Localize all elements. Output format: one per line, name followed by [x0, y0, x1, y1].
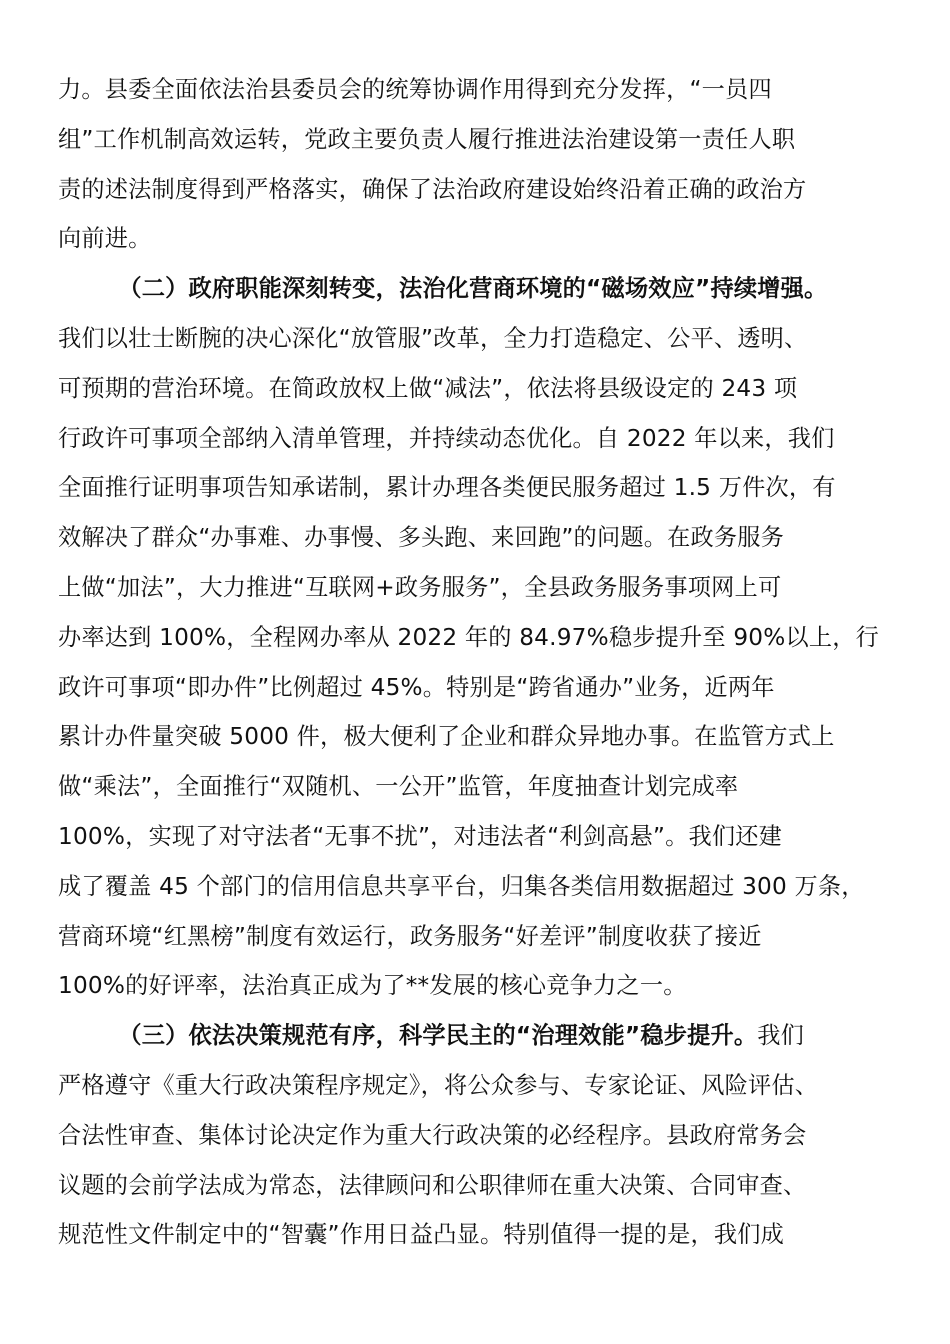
text-line: 100%，实现了对守法者“无事不扰”，对违法者“利剑高悬”。我们还建 [58, 822, 783, 850]
text-line: 严格遵守《重大行政决策程序规定》，将公众参与、专家论证、风险评估、 [58, 1071, 819, 1099]
text-line: 效解决了群众“办事难、办事慢、多头跑、来回跑”的问题。在政务服务 [58, 524, 785, 552]
text-line: 营商环境“红黑榜”制度有效运行，政务服务“好差评”制度收获了接近 [58, 922, 762, 950]
text-line: 成了覆盖 45 个部门的信用信息共享平台，归集各类信用数据超过 300 万条， [58, 872, 865, 900]
text-line: 办率达到 100%，全程网办率从 2022 年的 84.97%稳步提升至 90%以上，行 [58, 623, 880, 651]
text-line: 合法性审查、集体讨论决定作为重大行政决策的必经程序。县政府常务会 [58, 1121, 807, 1149]
text-line: 向前进。 [58, 225, 152, 253]
heading-text: （二）政府职能深刻转变，法治化营商环境的“磁场效应”持续增强。 [118, 275, 828, 303]
paragraph-lawful-decision-making [58, 1011, 906, 1260]
text-line: 我们以壮士断腕的决心深化“放管服”改革，全力打造稳定、公平、透明、 [58, 324, 808, 352]
text-line: 规范性文件制定中的“智囊”作用日益凸显。特别值得一提的是，我们成 [58, 1221, 785, 1249]
text-line: 责的述法制度得到严格落实，确保了法治政府建设始终沿着正确的政治方 [58, 175, 807, 203]
heading-text: （三）依法决策规范有序，科学民主的“治理效能”稳步提升。 [118, 1022, 758, 1050]
text-line: 行政许可事项全部纳入清单管理，并持续动态优化。自 2022 年以来，我们 [58, 424, 835, 452]
text-line: 上做“加法”，大力推进“互联网+政务服务”，全县政务服务事项网上可 [58, 573, 782, 601]
text-line: 力。县委全面依法治县委员会的统筹协调作用得到充分发挥，“一员四 [58, 76, 772, 103]
text-line: 组”工作机制高效运转，党政主要负责人履行推进法治建设第一责任人职 [58, 125, 796, 153]
text-line: 可预期的营治环境。在简政放权上做“减法”，依法将县级设定的 243 项 [58, 374, 798, 402]
heading-tail-text: 我们 [757, 1022, 805, 1050]
paragraph-business-environment [58, 264, 906, 1011]
text-line: 累计办件量突破 5000 件，极大便利了企业和群众异地办事。在监管方式上 [58, 723, 835, 751]
section-heading-3 [58, 1011, 906, 1061]
text-line: 100%的好评率，法治真正成为了**发展的核心竞争力之一。 [58, 972, 687, 1000]
text-line: 全面推行证明事项告知承诺制，累计办理各类便民服务超过 1.5 万件次，有 [58, 474, 836, 502]
section-heading-2 [58, 264, 906, 314]
text-line: 做“乘法”，全面推行“双随机、一公开”监管，年度抽查计划完成率 [58, 773, 739, 801]
document-page [58, 65, 906, 1260]
text-line: 政许可事项“即办件”比例超过 45%。特别是“跨省通办”业务，近两年 [58, 673, 775, 701]
text-line: 议题的会前学法成为常态，法律顾问和公职律师在重大决策、合同审查、 [58, 1171, 807, 1199]
paragraph-party-leadership [58, 65, 906, 264]
